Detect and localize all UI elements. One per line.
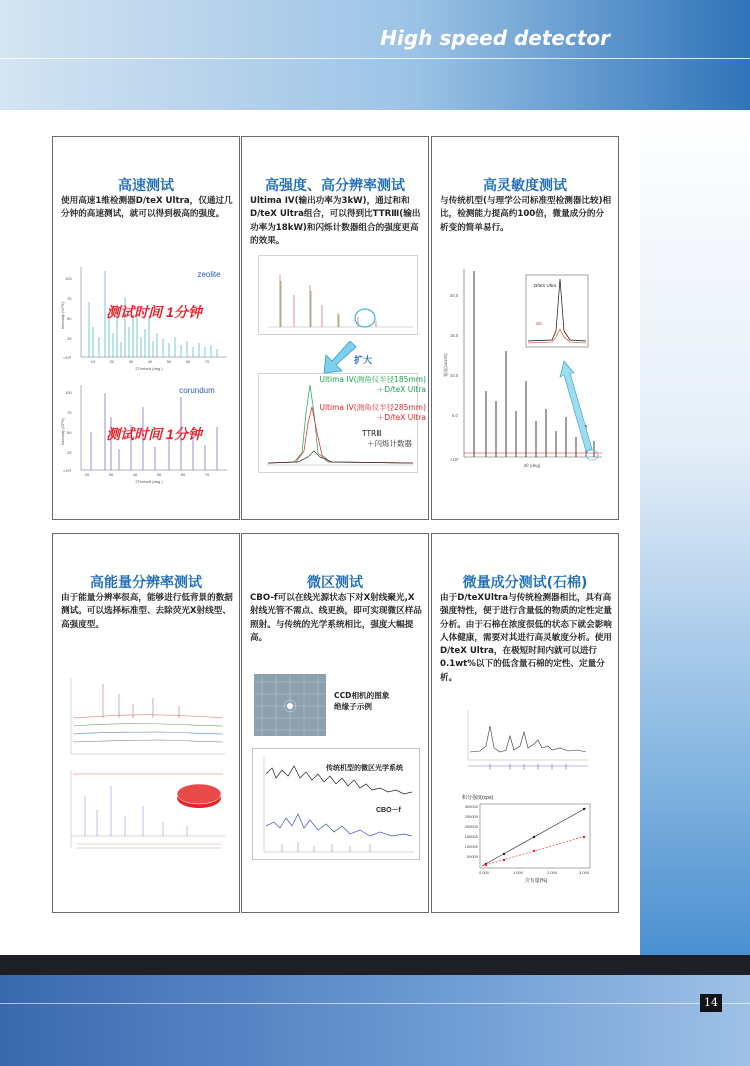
cal-y-tick: 50000 [466,854,478,859]
x-axis-label: 2Theta/d (deg.) [135,366,163,371]
panel-title: 高速测试 [118,178,174,194]
y-tick: 15.0 [450,333,459,338]
zeolite-label: zeolite [197,270,221,279]
panel-body: 使用高速1维检测器D/teX Ultra，仅通过几分钟的高速测试，就可以得到极高的强度。 [61,196,233,220]
svg-text:40: 40 [132,472,138,477]
panel-body: CBO-f可以在线光源状态下对X射线聚光,X射线光管不需点、线更换，即可实现微区样品照射。与传统的光学系统相比，强度大幅提高。 [250,593,422,643]
y-exp: ×10³ [450,457,459,462]
trad-optics-label: 传统机型的微区光学系统 [326,765,403,772]
calibration-chart [444,790,608,890]
x-axis-label: 2Theta/d (deg.) [135,479,163,484]
cal-y-tick: 250000 [464,814,478,819]
corundum-chart [59,377,235,489]
footer-band [0,975,750,1066]
header-band [0,0,750,110]
cbo-label: CBO－f [376,807,401,814]
inset-label-dtex: D/teX Ultra [534,283,557,288]
caption-line: CCD相机的图象 [334,691,390,700]
panel-title: 高灵敏度测试 [483,178,567,194]
cal-x-tick: 2.000 [546,870,558,875]
panel-micro-area [241,533,429,913]
inset-label-sc: SC [536,321,543,326]
cal-y-tick: 200000 [464,824,478,829]
cal-x-tick: 3.000 [578,870,590,875]
panel-title: 高能量分辨率测试 [90,575,202,591]
legend-line: ＋闪烁计数器 [367,439,412,448]
cal-y-tick: 150000 [464,834,478,839]
svg-text:20: 20 [109,359,115,364]
legend-line: TTRⅢ [362,429,382,438]
panel-high-intensity [241,136,429,520]
ccd-image [254,674,326,736]
sensitivity-chart [440,261,612,475]
y-tick: 75 [67,410,72,415]
legend-line: ＋D/teX Ultra [376,413,426,422]
energy-chart-upper [63,674,231,760]
caption-line: 绝缘子示例 [334,702,372,711]
svg-text:40: 40 [147,359,153,364]
svg-text:60: 60 [185,359,191,364]
micro-area-chart [252,748,420,860]
y-exp: ×10³ [63,468,72,473]
svg-text:70: 70 [204,472,210,477]
legend-red [306,403,426,423]
ccd-caption [334,690,389,712]
time-stamp: 测试时间 1分钟 [106,304,202,320]
panel-title: 微量成分测试(石棉) [462,575,588,591]
y-tick: 50 [67,430,72,435]
legend-green [306,375,426,395]
panel-body: 由于能量分辨率很高，能够进行低背景的数据测试。可以选择标准型、去除荧光X射线型、高强度型。 [61,593,233,630]
panel-trace-asbestos [431,533,619,913]
energy-chart-lower [63,766,231,854]
panel-body: Ultima IV(输出功率为3kW)，通过和和D/teX Ultra组合，可以得到比TTRⅢ(输出功率为18kW)和闪烁计数器组合的强度更高的效果。 [250,196,421,246]
y-axis-label: 强度(counts) [443,353,448,377]
panel-high-sensitivity [431,136,619,520]
svg-text:30: 30 [128,359,134,364]
svg-text:20: 20 [84,472,90,477]
time-stamp: 测试时间 1分钟 [106,426,202,442]
y-tick: 25 [67,450,72,455]
asbestos-pattern-chart [460,706,592,776]
svg-text:70: 70 [204,359,210,364]
panel-title: 微区测试 [307,575,363,591]
legend-line: Ultima IV(测角仪半径185mm) [319,375,426,384]
header-rule [0,58,750,59]
y-tick: 100 [65,390,72,395]
cal-y-tick: 100000 [464,844,478,849]
y-tick: 75 [67,296,72,301]
page-number: 14 [700,994,722,1012]
full-pattern-chart [258,255,418,335]
expand-label: 扩大 [354,356,373,366]
svg-text:50: 50 [166,359,172,364]
x-axis-label: 2θ (deg) [523,463,541,468]
y-tick: 25 [67,336,72,341]
y-tick: 10.0 [450,373,459,378]
footer-rule [0,1003,750,1004]
y-exp: ×10³ [63,355,72,360]
right-decor-band [640,110,750,955]
cal-y-tick: 300000 [464,804,478,809]
legend-black [306,429,412,449]
y-tick: 50 [67,316,72,321]
cal-x-label: 含有量(%) [524,878,548,884]
footer-dark-bar [0,955,750,975]
zeolite-chart [59,257,235,375]
y-tick: 20.0 [450,293,459,298]
legend-line: ＋D/teX Ultra [376,385,426,394]
panel-energy-resolution [52,533,240,913]
panel-body: 由于D/teXUltra与传统检测器相比，具有高强度特性，便于进行含量低的物质的定性定量分析。由于石棉在浓度很低的状态下就会影响人体健康，需要对其进行高灵敏度分析。使用D/teX Ultra，在极短时间内就可以进行0.1wt%以下的低含量石棉的定性、定量分析。 [440,593,612,683]
page-title: High speed detector [380,26,610,50]
corundum-label: corundum [179,386,215,395]
cal-y-label: 积分强度(cps) [462,795,494,801]
panel-high-speed [52,136,240,520]
y-axis-label: Intensity (CPS) [60,418,65,445]
legend-line: Ultima IV(测角仪半径285mm) [319,403,426,412]
svg-text:30: 30 [108,472,114,477]
svg-text:60: 60 [180,472,186,477]
y-tick: 5.0 [452,413,458,418]
panel-title: 高强度、高分辨率测试 [265,178,405,194]
svg-text:50: 50 [156,472,162,477]
y-axis-label: Intensity (CPS) [60,302,65,329]
cal-x-tick: 1.000 [512,870,524,875]
panel-body: 与传统机型(与理学公司标准型检测器比较)相比，检测能力提高约100倍，微量成分的分析变的简单易行。 [440,196,612,233]
svg-text:10: 10 [90,359,96,364]
cal-x-tick: 0.000 [478,870,490,875]
y-tick: 100 [65,276,72,281]
